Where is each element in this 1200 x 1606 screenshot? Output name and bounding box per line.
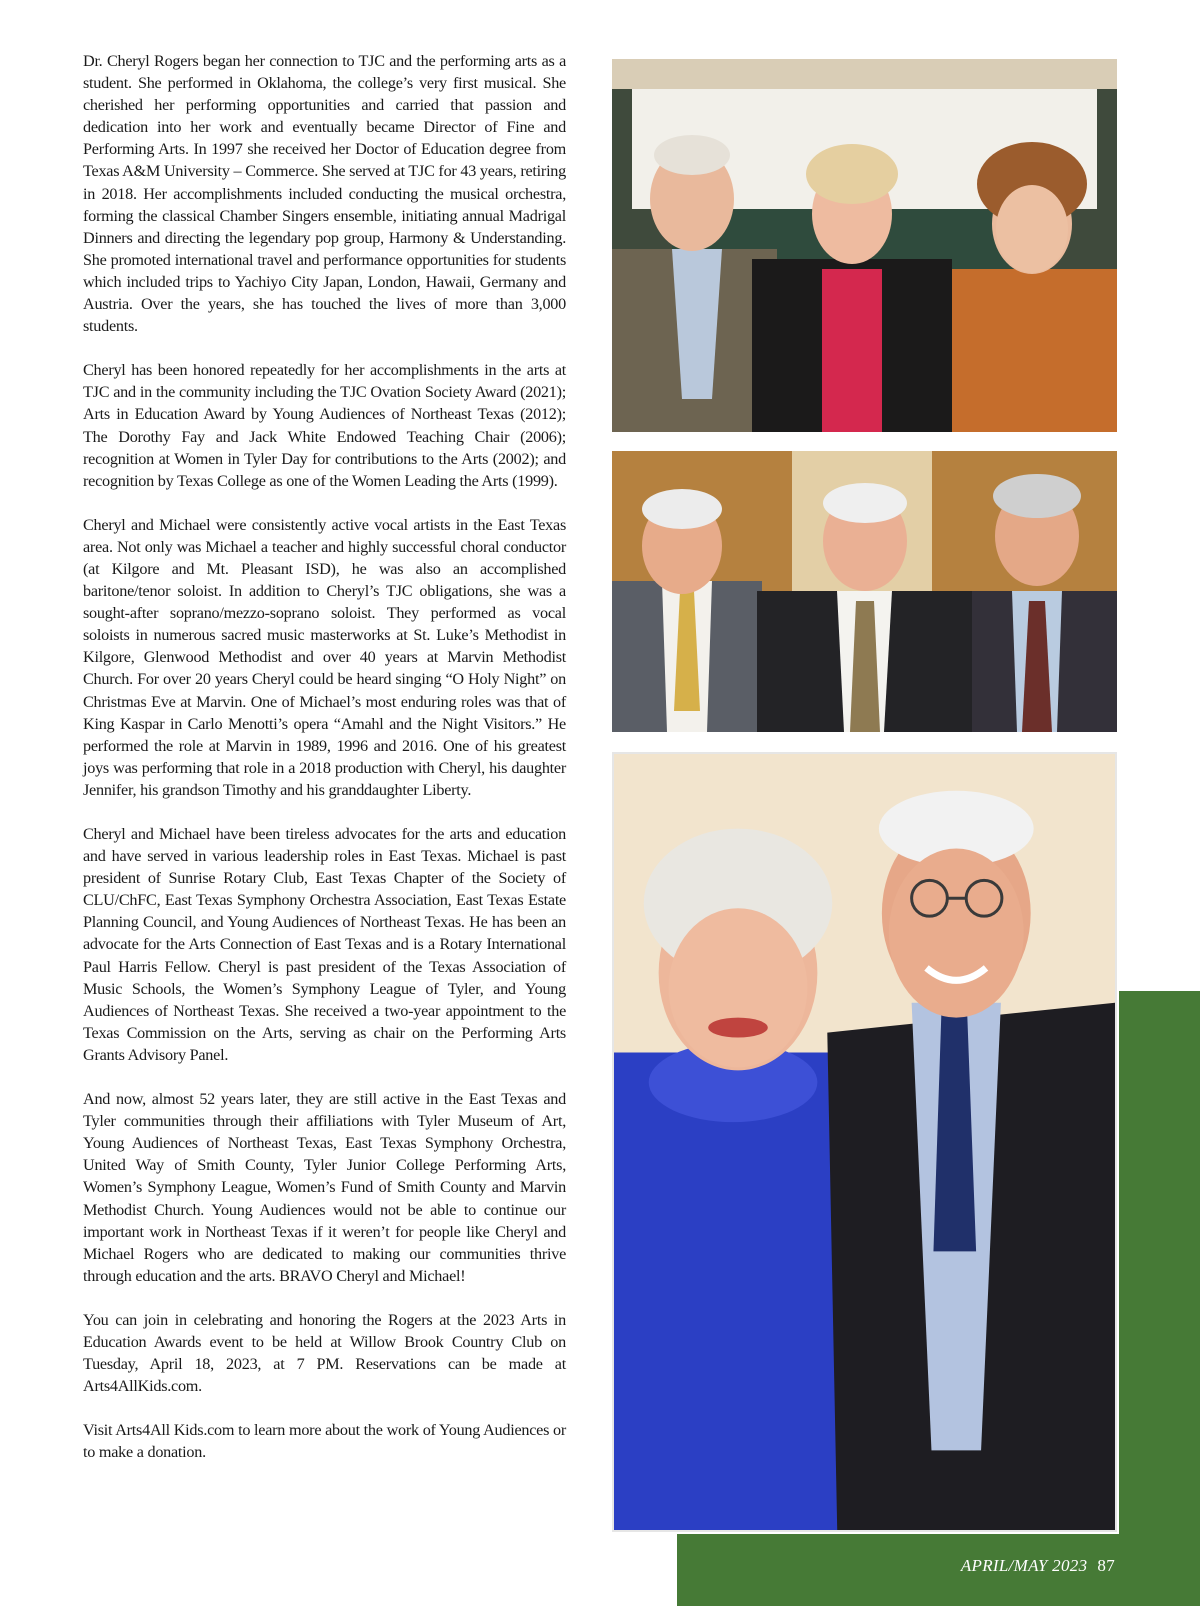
footer-bar [677, 1534, 1200, 1606]
group-photo-icon [612, 59, 1117, 432]
article-body [83, 50, 566, 1485]
paragraph: You can join in celebrating and honoring the Rogers at the 2023 Arts in Education Awards event to be held at Willow Brook Country Club on Tuesday, April 18, 2023, at 7 PM. Reservations can be made at Arts4AllKids.com. [83, 1310, 566, 1396]
paragraph: Cheryl has been honored repeatedly for her accomplishments in the arts at TJC and in the community including the TJC Ovation Society Award (2021); Arts in Education Award by Young Audiences of Northeast Texas (2012); The Dorothy Fay and Jack White Endowed Teaching Chair (2006); recognition at Women in Tyler Day for contributions to the Arts (2002); and recognition by Texas College as one of the Women Leading the Arts (1999). [83, 361, 566, 490]
couple-portrait-photo [612, 752, 1117, 1532]
green-accent-tab [1119, 991, 1200, 1534]
page-folio [961, 1556, 1115, 1576]
paragraph: And now, almost 52 years later, they are still active in the East Texas and Tyler communities through their affiliations with Tyler Museum of Art, Young Audiences of Northeast Texas, East Texas Symphony Orchestra, United Way of Smith County, Tyler Junior College Performing Arts, Women’s Symphony League, Women’s Fund of Smith County and Marvin Methodist Church. Young Audiences would not be able to continue our important work in Northeast Texas if it weren’t for people like Cheryl and Michael Rogers who are dedicated to making our communities thrive through education and the arts. BRAVO Cheryl and Michael! [83, 1090, 566, 1285]
group-photo-icon [612, 451, 1117, 732]
paragraph: Cheryl and Michael were consistently active vocal artists in the East Texas area. Not only was Michael a teacher and highly successful choral conductor (at Kilgore and Mt. Pleasant ISD), he was also an accomplished baritone/tenor soloist. In addition to Cheryl’s TJC obligations, she was a sought-after soprano/mezzo-soprano soloist. They performed as vocal soloists in numerous sacred music masterworks at St. Luke’s Methodist in Kilgore, Glenwood Methodist and over 40 years at Marvin Methodist Church. For over 20 years Cheryl could be heard singing “O Holy Night” on Christmas Eve at Marvin. One of Michael’s most enduring roles was that of King Kaspar in Carlo Menotti’s opera “Amahl and the Night Visitors.” He performed the role at Marvin in 1989, 1996 and 2016. One of his greatest joys was performing that role in a 2018 production with Cheryl, his daughter Jennifer, his grandson Timothy and his granddaughter Liberty. [83, 515, 566, 799]
page-number: 87 [1097, 1556, 1115, 1575]
paragraph: Dr. Cheryl Rogers began her connection to TJC and the performing arts as a student. She performed in Oklahoma, the college’s very first musical. She cherished her performing opportunities and carried that passion and dedication into her work and eventually became Director of Fine and Performing Arts. In 1997 she received her Doctor of Education degree from Texas A&M University – Commerce. She served at TJC for 43 years, retiring in 2018. Her accomplishments included conducting the musical orchestra, forming the classical Chamber Singers ensemble, initiating annual Madrigal Dinners and directing the legendary pop group, Harmony & Understanding. She promoted international travel and performance opportunities for students which included trips to Yachiyo City Japan, London, Hawaii, Germany and Austria. Over the years, she has touched the lives of more than 3,000 students. [83, 52, 566, 336]
couple-photo-icon [614, 754, 1115, 1530]
issue-date: APRIL/MAY 2023 [960, 1556, 1088, 1575]
group-photo-three-men [612, 451, 1117, 732]
paragraph: Visit Arts4All Kids.com to learn more about the work of Young Audiences or to make a donation. [83, 1421, 566, 1462]
group-photo-three-people [612, 59, 1117, 432]
paragraph: Cheryl and Michael have been tireless advocates for the arts and education and have served in various leadership roles in East Texas. Michael is past president of Sunrise Rotary Club, East Texas Chapter of the Society of CLU/ChFC, East Texas Symphony Orchestra Association, East Texas Estate Planning Council, and Young Audiences of Northeast Texas. He has been an advocate for the Arts Connection of East Texas and is a Rotary International Paul Harris Fellow. Cheryl is past president of the Texas Association of Music Schools, the Women’s Symphony League of Tyler, and Young Audiences of Northeast Texas. She received a two-year appointment to the Texas Commission on the Arts, serving as chair on the Performing Arts Grants Advisory Panel. [83, 825, 566, 1064]
